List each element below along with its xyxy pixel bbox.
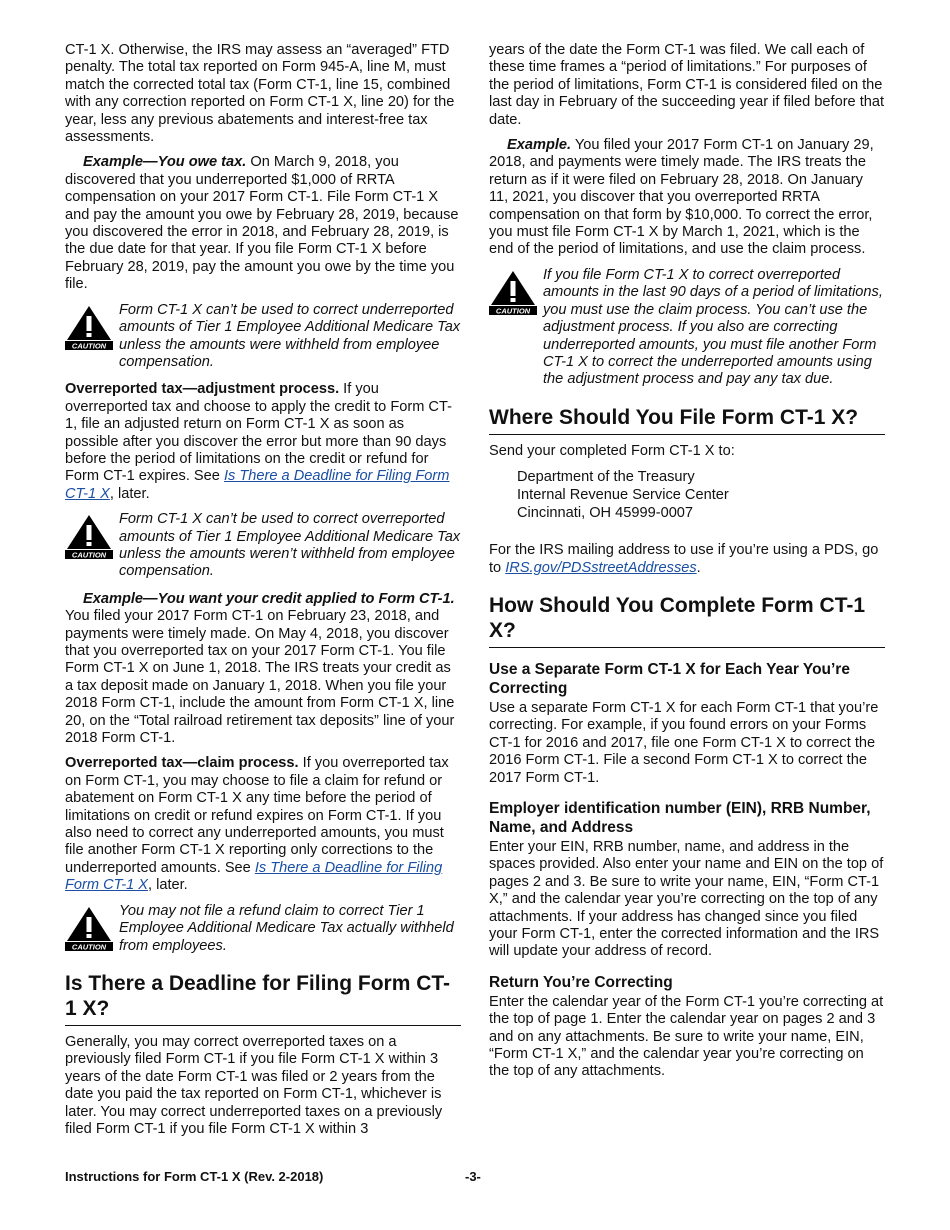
paragraph: Enter your EIN, RRB number, name, and address in the spaces provided. Also enter your name and EIN on the top of pages 2 and 3. Be sure to write your name, EIN, “Form CT-1 X,” and the calendar year you’re correcting on the top of any attachments. If your address has changed since you filed your Form CT-1, enter the corrected information and the IRS will update your address of record. <box>489 838 884 960</box>
caution-icon <box>65 905 113 951</box>
claim-heading: Overreported tax—claim process. <box>65 755 299 772</box>
paragraph: Enter the calendar year of the Form CT-1 you’re correcting at the top of page 1. Enter the calendar year on pages 2 and 3 and on any attachments. Be sure to write your name, EIN, “Form CT-1 X,” and the calendar year you’re correcting on the top of any attachments. <box>489 993 884 1080</box>
address-line: Internal Revenue Service Center <box>517 487 729 504</box>
example-heading: Example. <box>507 137 572 154</box>
section-heading-where-to-file: Where Should You File Form CT-1 X? <box>489 405 885 435</box>
section-heading-deadline: Is There a Deadline for Filing Form CT-1 X? <box>65 971 461 1026</box>
paragraph: Use a separate Form CT-1 X for each Form CT-1 that you’re correcting. For example, if you found errors on your Forms CT-1 for 2016 and 2017, file one Form CT-1 X to correct the 2016 Form CT-1. File a second Form CT-1 X to correct the 2017 Form CT-1. <box>489 699 879 786</box>
deadline-link[interactable]: Is There a Deadline for Filing Form CT-1 X <box>65 859 443 894</box>
svg-text:CAUTION: CAUTION <box>495 306 531 315</box>
svg-text:CAUTION: CAUTION <box>71 550 107 560</box>
caution-note <box>489 267 885 389</box>
section-heading-how-to-complete: How Should You Complete Form CT-1 X? <box>489 593 885 648</box>
caution-text: You may not file a refund claim to correct Tier 1 Employee Additional Medicare Tax actually withheld from employees. <box>119 902 454 954</box>
right-column <box>489 42 885 1089</box>
paragraph: years of the date the Form CT-1 was filed. We call each of these time frames a “period of limitations.” For purposes of the period of limitations, Form CT-1 is considered filed on the last day in February of the succeeding year if filed before that date. <box>489 42 885 128</box>
caution-note <box>65 903 461 955</box>
pds-address-link[interactable]: IRS.gov/PDSstreetAddresses <box>505 559 697 576</box>
caution-note <box>65 302 461 372</box>
pds-tail: . <box>696 559 701 576</box>
overreported-claim-paragraph <box>65 755 461 894</box>
address-line: Cincinnati, OH 45999-0007 <box>517 505 694 522</box>
caution-icon <box>65 304 113 350</box>
example-body: On March 9, 2018, you discovered that you underreported $1,000 of RRTA compensation on your 2017 Form CT-1. File Form CT-1 X and pay the amount you owe by February 28, 2019, because you discovered the error in 2018, and February 28, 2019, is the due date for that year. If you file Form CT-1 X before February 28, 2019, pay the amount you owe by the time you file. <box>65 154 459 293</box>
subheading-separate-form: Use a Separate Form CT-1 X for Each Year You’re Correcting <box>489 660 850 697</box>
example-credit-applied <box>65 591 461 748</box>
address-line: Department of the Treasury <box>517 469 695 486</box>
adjustment-tail: , later. <box>109 485 150 502</box>
claim-body: If you overreported tax on Form CT-1, you may choose to file a claim for refund or abatement on Form CT-1 X any time before the period of limitations on credit or refund expires on Form CT-1. If you also need to correct any underreported amounts, you must file another Form CT-1 X reporting only corrections to the underreported amounts. See <box>65 755 449 876</box>
caution-text: Form CT-1 X can’t be used to correct overreported amounts of Tier 1 Employee Additional Medicare Tax unless the amounts weren’t withheld from employee compensation. <box>119 511 461 580</box>
paragraph: Send your completed Form CT-1 X to: <box>489 442 735 459</box>
example-heading: Example—You want your credit applied to Form CT-1. <box>83 590 455 607</box>
adjustment-heading: Overreported tax—adjustment process. <box>65 381 340 398</box>
example-heading: Example—You owe tax. <box>83 154 247 171</box>
pds-text: For the IRS mailing address to use if you’re using a PDS, go to <box>489 542 879 576</box>
paragraph: Generally, you may correct overreported taxes on a previously filed Form CT-1 if you file Form CT-1 X within 3 years of the date Form CT-1 was filed or 2 years from the date you paid the tax reported on Form CT-1, whichever is later. You may correct underreported taxes on a previously filed Form CT-1 if you file Form CT-1 X within 3 <box>65 1033 443 1137</box>
mailing-address <box>517 468 885 522</box>
paragraph: CT-1 X. Otherwise, the IRS may assess an “averaged” FTD penalty. The total tax reported on Form 945-A, line M, must match the corrected total tax (Form CT-1, line 15, combined with any correction reported on Form CT-1 X, line 20) for the year, less any previous abatements and interest-free tax assessments. <box>65 42 455 146</box>
footer-title: Instructions for Form CT-1 X (Rev. 2-2018) <box>65 1169 324 1184</box>
caution-text: Form CT-1 X can’t be used to correct underreported amounts of Tier 1 Employee Additional Medicare Tax unless the amounts were withheld from employee compensation. <box>119 301 461 370</box>
claim-tail: , later. <box>147 877 188 894</box>
svg-text:CAUTION: CAUTION <box>71 341 107 350</box>
subheading-return-correcting: Return You’re Correcting <box>489 973 673 991</box>
left-column <box>65 42 461 1146</box>
adjustment-body: If you overreported tax and choose to apply the credit to Form CT-1, file an adjusted return on Form CT-1 X as soon as possible after you discover the error but more than 90 days before the period of limitations on the credit or refund for Form CT-1 expires. See <box>65 381 452 485</box>
deadline-link[interactable]: Is There a Deadline for Filing Form CT-1 X <box>65 468 450 502</box>
caution-icon <box>65 513 113 559</box>
subheading-ein: Employer identification number (EIN), RRB Number, Name, and Address <box>489 799 871 836</box>
example-body: You filed your 2017 Form CT-1 on January 29, 2018, and payments were timely made. The IRS treats the return as if it were filed on February 28, 2018. On January 11, 2021, you discover that you overreported RRTA compensation on that form by $10,000. To correct the error, you must file Form CT-1 X by March 1, 2021, which is the end of the period of limitations, and use the claim process. <box>489 137 874 258</box>
example-paragraph <box>489 137 885 259</box>
caution-icon <box>489 269 537 315</box>
svg-text:CAUTION: CAUTION <box>71 942 107 951</box>
overreported-adjustment-paragraph <box>65 381 461 503</box>
caution-text: If you file Form CT-1 X to correct overreported amounts in the last 90 days of a period of limitations, you must use the claim process. You can’t use the adjustment process. If you also are correcting underreported amounts, you must file another Form CT-1 X to correct the underreported amounts using the adjustment process and pay any tax due. <box>543 266 883 388</box>
example-body: You filed your 2017 Form CT-1 on February 23, 2018, and payments were timely made. On May 4, 2018, you discover that you overreported tax on your 2017 Form CT-1. You file Form CT-1 X on June 1, 2018. The IRS treats your credit as a tax deposit made on January 1, 2018. When you file your 2018 Form CT-1, include the amount from Form CT-1 X, line 20, on the “Total railroad retirement tax deposits” line of your 2018 Form CT-1. <box>65 608 455 747</box>
example-you-owe-tax <box>65 154 461 293</box>
page-number: -3- <box>465 1169 481 1184</box>
pds-paragraph <box>489 542 885 577</box>
caution-note <box>65 511 461 581</box>
